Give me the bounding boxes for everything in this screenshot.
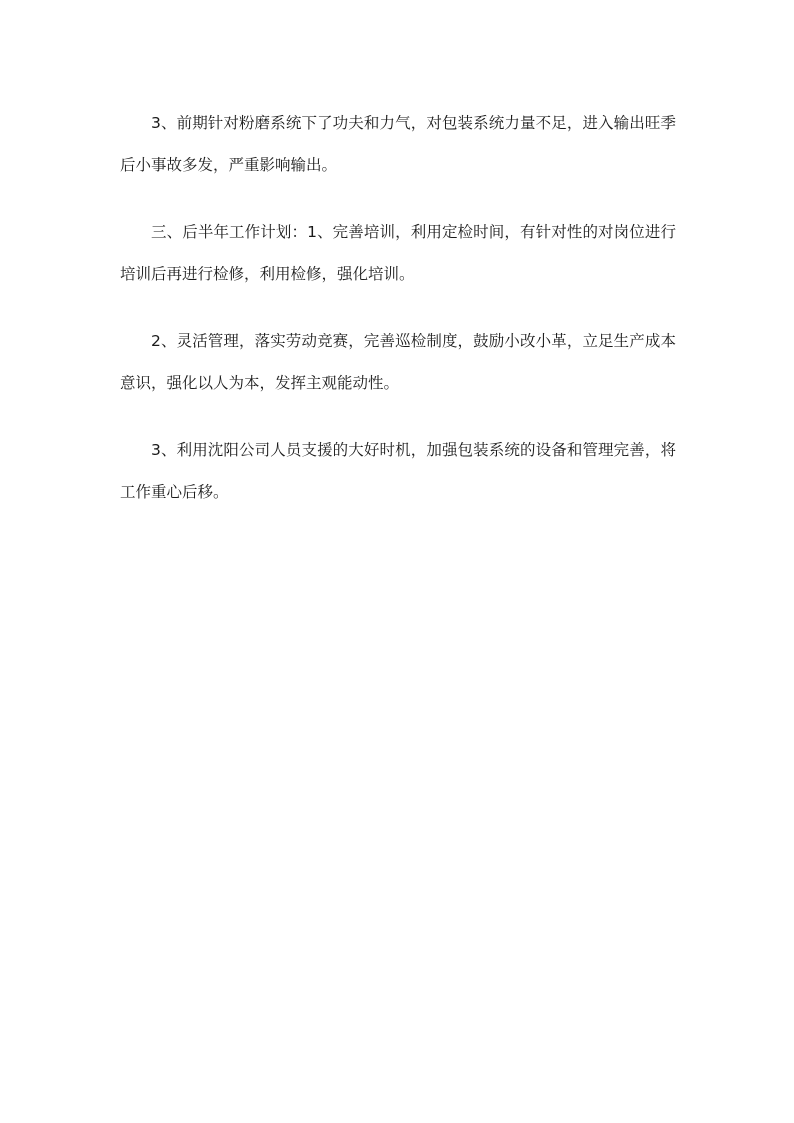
paragraph-3: 2、灵活管理，落实劳动竞赛，完善巡检制度，鼓励小改小革，立足生产成本意识，强化以人为本，发挥主观能动性。 [120, 332, 676, 392]
paragraph-1: 3、前期针对粉磨系统下了功夫和力气，对包装系统力量不足，进入输出旺季后小事故多发，严重影响输出。 [120, 114, 676, 174]
paragraph-2: 三、后半年工作计划：1、完善培训，利用定检时间，有针对性的对岗位进行培训后再进行检修，利用检修，强化培训。 [120, 223, 676, 283]
document-body [120, 102, 676, 538]
paragraph-4: 3、利用沈阳公司人员支援的大好时机，加强包装系统的设备和管理完善，将工作重心后移。 [120, 441, 676, 501]
